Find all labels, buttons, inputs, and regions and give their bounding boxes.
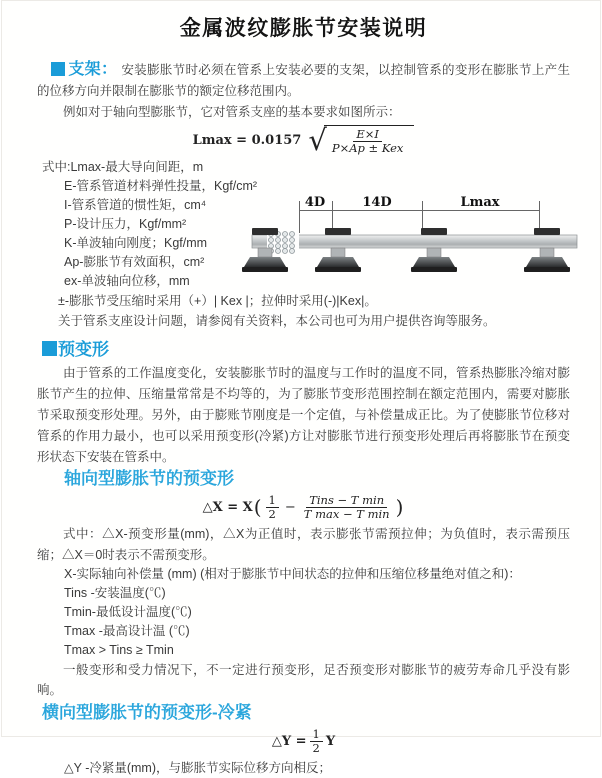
support-intro-paragraph xyxy=(37,59,570,102)
definition-line: P-设计压力，Kgf/mm² xyxy=(64,217,187,231)
definition-line: E-管系管道材料弹性投量，Kgf/cm² xyxy=(64,179,258,193)
predeform-body: 由于管系的工作温度变化，安装膨胀节时的温度与工作时的温度不同，管系热膨胀冷缩对膨胀节产生的拉伸、压缩量常常是不均等的，为了膨胀节变形范围控制在额定范围内，需要对膨胀节采取预变形处理。另外，由于膨账节刚度是一个定值，与补偿量成正比。为了使膨胀节位移对管系的作用力最小，也可以采用预变形(冷紧)方让对膨胀节进行预变形处理后再将膨胀节在预变形状态下安装在管系中。 xyxy=(37,366,570,464)
support-heading: 支架： xyxy=(68,61,118,78)
lmax-formula-lhs: Lmax = 0.0157 xyxy=(192,132,302,148)
definition-line: I-管系管道的惯性矩，cm⁴ xyxy=(64,198,207,212)
pipe-support xyxy=(411,228,457,272)
section-square-icon xyxy=(51,62,65,76)
page-title: 金属波纹膨胀节安装说明 xyxy=(179,17,428,40)
consult-note: 关于管系支座设计问题，请参阅有关资料，本公司也可为用户提供咨询等服务。 xyxy=(58,314,496,328)
predeform-heading-text: 预变形 xyxy=(58,340,109,359)
pipe-support xyxy=(315,228,361,272)
close-paren: ) xyxy=(395,495,404,519)
lateral-formula-rhs: Y xyxy=(325,733,336,749)
pipe-support xyxy=(524,228,570,272)
minus-operator: − xyxy=(284,499,296,515)
pipe-support-diagram xyxy=(247,193,602,293)
definition-line: Ap-膨胀节有效面积，cm² xyxy=(64,255,205,269)
definition-line: 式中:Lmax-最大导向间距，m xyxy=(42,160,204,174)
half-fraction xyxy=(266,494,279,521)
lmax-formula xyxy=(37,125,570,155)
temperature-numerator: Tins − T min xyxy=(306,494,387,508)
predeform-heading xyxy=(42,339,570,361)
definition-line: ex-单波轴向位移，mm xyxy=(64,274,190,288)
lmax-formula-numerator: E×I xyxy=(353,128,382,142)
definition-line: K-单波轴向刚度；Kgf/mm xyxy=(64,236,208,250)
support-intro-text: 安装膨胀节时必须在管系上安装必要的支架，以控制管系的变形在膨胀节上产生的位移方向并限制在膨胀节的额定位移范围内。 xyxy=(37,63,570,98)
temperature-denominator: T max − T min xyxy=(303,506,390,521)
lateral-half-denominator: 2 xyxy=(312,740,320,755)
lateral-half-numerator: 1 xyxy=(310,728,323,742)
axial-explain-line: Tmin-最低设计温度(℃) xyxy=(64,605,192,619)
temperature-fraction xyxy=(302,494,392,521)
dim-label-4d: 4D xyxy=(304,195,326,210)
dim-label-lmax: Lmax xyxy=(460,195,500,210)
lateral-formula-lhs: △Y = xyxy=(271,733,307,749)
half-denominator: 2 xyxy=(268,506,276,521)
lmax-formula-denominator: P×Ap ± Kex xyxy=(331,141,404,155)
lateral-note: △Y -冷紧量(mm)，与膨胀节实际位移方向相反； xyxy=(64,761,332,775)
pipe xyxy=(252,235,577,248)
half-numerator: 1 xyxy=(266,494,279,508)
dim-label-14d: 14D xyxy=(362,195,392,210)
axial-explain-line: Tins -安装温度(℃) xyxy=(64,586,166,600)
axial-heading: 轴向型膨胀节的预变形 xyxy=(64,469,234,488)
pm-note: ±-膨胀节受压缩时采用（+）| Kex |；拉伸时采用(-)|Kex|。 xyxy=(58,294,377,308)
open-paren: ( xyxy=(253,495,262,519)
lmax-formula-fraction xyxy=(330,128,406,155)
axial-explain-line: 式中：△X-预变形量(mm)，△X为正值时，表示膨张节需预拉伸；为负值时，表示需预压缩；△X＝0时表示不需预变形。 xyxy=(37,527,570,562)
axial-explain-line: Tmax > Tins ≥ Tmin xyxy=(64,643,174,657)
sqrt-radicand xyxy=(324,125,415,155)
axial-formula xyxy=(37,492,570,522)
lateral-half-fraction xyxy=(310,728,323,755)
lateral-formula xyxy=(37,726,570,756)
sqrt-symbol: √ xyxy=(308,123,327,157)
axial-explain-line: 一般变形和受力情况下，不一定进行预变形，足否预变形对膨胀节的疲劳寿命几乎没有影响。 xyxy=(37,663,570,697)
support-example-line: 例如对于轴向型膨胀节，它对管系支座的基本要求如图所示： xyxy=(63,105,401,119)
axial-explain-line: X-实际轴向补偿量 (mm) (相对于膨胀节中间状态的拉伸和压缩位移量绝对值之和)： xyxy=(64,567,521,581)
section-square-icon xyxy=(42,341,57,356)
axial-explain-line: Tmax -最高设计温 (℃) xyxy=(64,624,190,638)
document-page xyxy=(1,0,601,775)
lateral-heading: 横向型膨胀节的预变形-冷紧 xyxy=(42,703,252,722)
axial-formula-lhs: △X = X xyxy=(202,499,253,515)
